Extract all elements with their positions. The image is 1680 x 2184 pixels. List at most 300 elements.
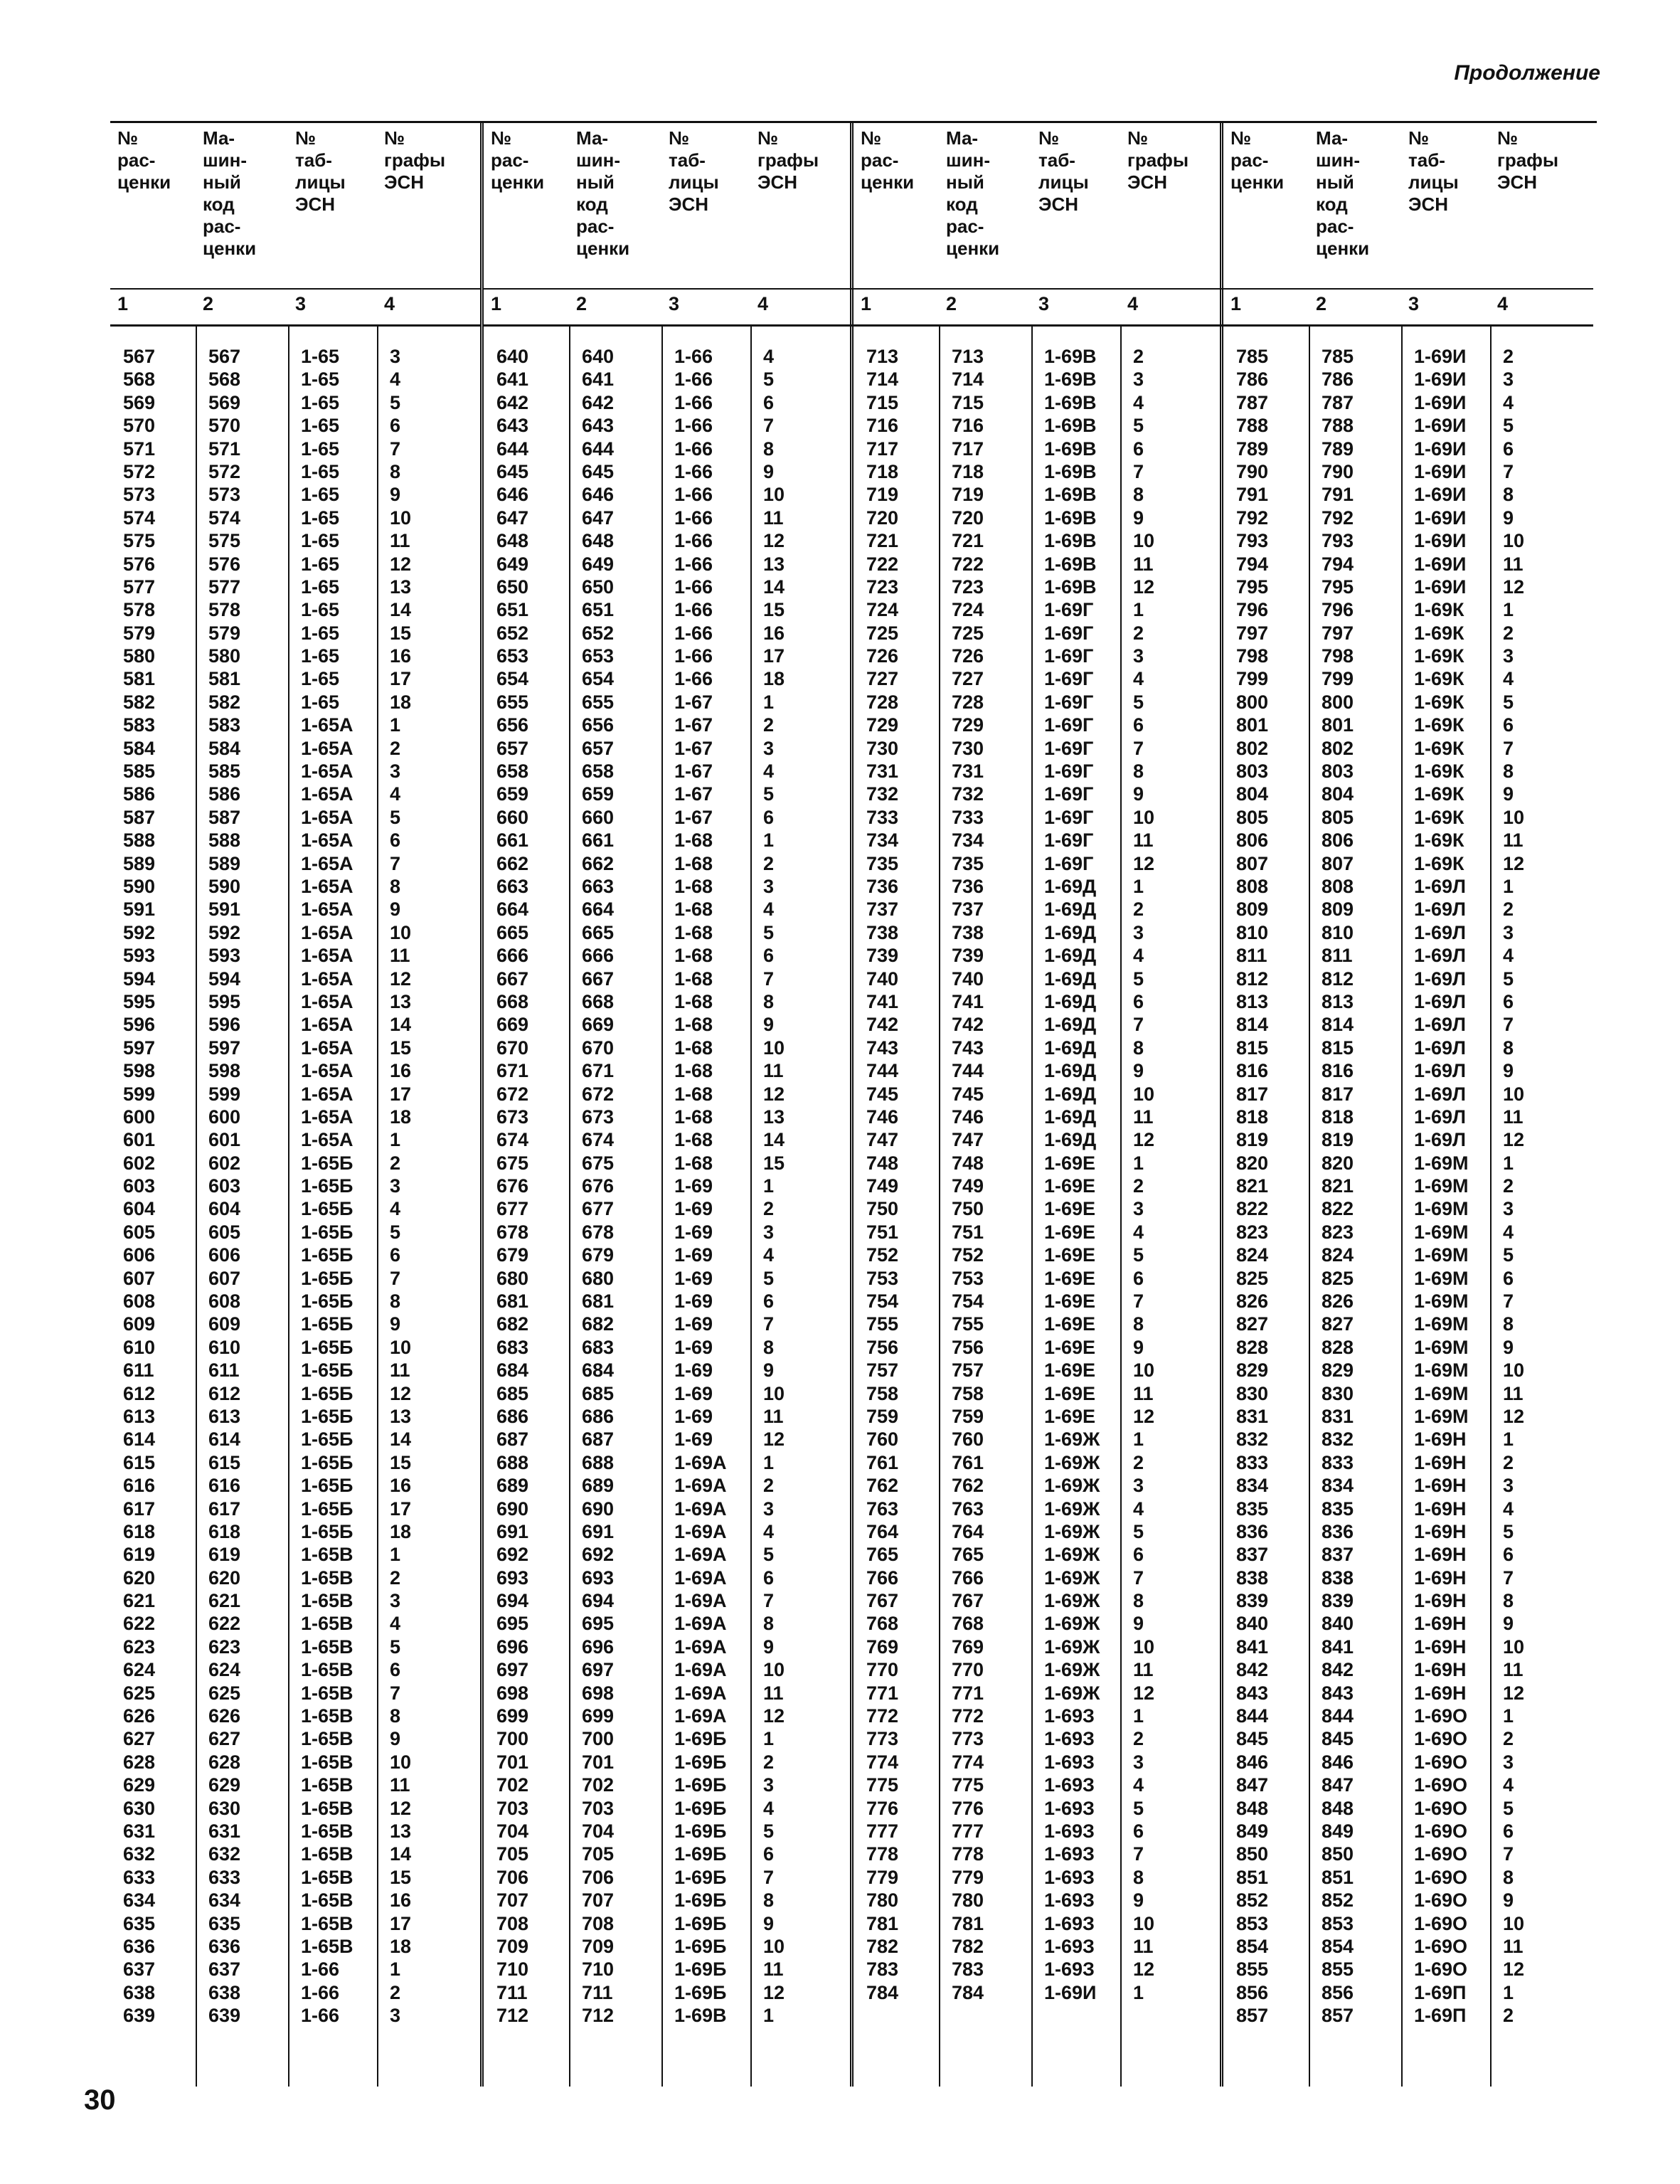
table-cell: 720 [952,507,984,529]
table-cell: 779 [866,1866,899,1888]
table-cell: 8 [390,1705,401,1727]
table-cell: 2 [1503,1175,1514,1197]
table-cell: 721 [952,530,984,552]
table-cell: 4 [1133,391,1144,413]
table-cell: 5 [1503,968,1514,990]
table-cell: 1-68 [674,1060,713,1082]
table-cell: 794 [1236,553,1269,575]
table-row [484,1567,854,1589]
table-row [1223,622,1593,645]
table-cell: 696 [496,1636,529,1658]
table-cell: 1-69Б [674,1981,727,2003]
table-cell: 1-68 [674,1106,713,1128]
table-cell: 682 [582,1313,615,1335]
table-row [1223,1244,1593,1266]
table-cell: 1-67 [674,760,713,783]
table-cell: 5 [1503,691,1514,713]
table-row [854,391,1223,414]
table-cell: 845 [1236,1728,1269,1750]
table-cell: 1-69И [1044,1981,1097,2003]
table-cell: 1-65А [301,783,353,805]
table-row [110,1221,480,1244]
table-cell: 685 [582,1382,615,1404]
table-cell: 4 [1133,1774,1144,1796]
column-header-2 [1309,123,1401,288]
table-cell: 1-69А [674,1451,727,1473]
table-row [854,1359,1223,1382]
table-row [854,691,1223,714]
table-row [1223,414,1593,437]
table-cell: 588 [123,829,156,852]
table-cell: 1-65 [301,438,340,460]
table-cell: 840 [1322,1613,1354,1635]
table-cell: 680 [582,1267,615,1289]
table-row [484,1083,854,1106]
table-cell: 1-66 [301,1981,340,2003]
table-cell: 635 [123,1912,156,1934]
continuation-label: Продолжение [1454,61,1600,85]
table-cell: 594 [208,968,241,990]
table-cell: 825 [1236,1267,1269,1289]
table-cell: 1-69И [1414,369,1467,391]
table-row [854,1866,1223,1889]
table-row [1223,1013,1593,1036]
table-cell: 804 [1322,783,1354,805]
table-cell: 5 [1133,415,1144,437]
table-cell: 8 [1503,1866,1514,1888]
table-cell: 636 [208,1935,241,1957]
table-cell: 1-69Б [674,1774,727,1796]
table-row [110,368,480,391]
table-cell: 11 [1133,829,1154,852]
table-cell: 3 [390,1590,401,1612]
table-cell: 767 [952,1590,984,1612]
table-row [854,1797,1223,1820]
table-cell: 576 [123,553,156,575]
table-cell: 14 [390,1428,412,1451]
table-cell: 590 [208,875,241,897]
table-cell: 744 [866,1060,899,1082]
table-cell: 10 [390,1336,412,1358]
table-cell: 732 [952,783,984,805]
table-cell: 1 [763,2005,775,2027]
table-cell: 1-69М [1414,1382,1469,1404]
table-cell: 1-68 [674,945,713,967]
table-row [484,1797,854,1820]
table-cell: 1-69 [674,1382,713,1404]
table-cell: 2 [763,1751,775,1773]
table-row [854,944,1223,967]
column-header-line: рас- [491,149,529,171]
table-cell: 1-65 [301,460,340,482]
table-cell: 616 [208,1475,241,1497]
table-row [484,576,854,598]
table-cell: 761 [952,1451,984,1473]
table-cell: 1-69К [1414,737,1464,759]
table-cell: 666 [582,945,615,967]
table-cell: 6 [1133,990,1144,1012]
table-row [854,829,1223,852]
table-cell: 600 [208,1106,241,1128]
table-cell: 691 [496,1520,529,1542]
table-cell: 754 [866,1290,899,1313]
table-row [484,898,854,921]
column-number-4: 4 [1497,293,1509,314]
table-row [110,875,480,898]
table-cell: 692 [496,1544,529,1566]
table-cell: 580 [208,645,241,667]
table-row [484,1889,854,1912]
table-cell: 1 [1503,1981,1514,2003]
table-cell: 1 [390,1129,401,1151]
table-cell: 789 [1236,438,1269,460]
column-number-2: 2 [576,293,588,314]
table-row [484,1405,854,1428]
table-row [854,1751,1223,1774]
table-row [1223,368,1593,391]
table-row [110,576,480,598]
table-row [110,1336,480,1359]
table-cell: 772 [952,1705,984,1727]
table-cell: 789 [1322,438,1354,460]
table-cell: 1 [1133,1981,1144,2003]
table-cell: 3 [1503,369,1514,391]
column-header-line: № [117,127,138,149]
table-cell: 775 [866,1774,899,1796]
table-cell: 742 [952,1014,984,1036]
table-cell: 833 [1322,1451,1354,1473]
table-cell: 828 [1322,1336,1354,1358]
table-cell: 765 [952,1544,984,1566]
table-row [854,1128,1223,1151]
table-row [854,1682,1223,1705]
numbers-divider [1223,324,1593,327]
table-row [484,1013,854,1036]
table-cell: 4 [763,1520,775,1542]
table-row [110,1267,480,1290]
table-cell: 1-69И [1414,346,1467,367]
table-cell: 580 [123,645,156,667]
table-cell: 1-69Д [1044,898,1097,921]
table-block-4 [1220,123,1593,2087]
table-cell: 778 [866,1843,899,1865]
table-cell: 11 [1133,553,1154,575]
table-cell: 11 [1133,1382,1154,1404]
table-cell: 600 [123,1106,156,1128]
table-cell: 697 [496,1659,529,1681]
table-cell: 837 [1236,1544,1269,1566]
table-row [484,529,854,552]
table-row [484,1751,854,1774]
column-header-line: лицы [669,171,719,193]
table-cell: 649 [582,553,615,575]
table-cell: 1-65В [301,1544,353,1566]
table-cell: 674 [496,1129,529,1151]
table-cell: 787 [1322,391,1354,413]
table-cell: 823 [1322,1221,1354,1243]
column-header-line: код [1316,194,1348,215]
table-row [854,1451,1223,1474]
table-cell: 725 [952,622,984,644]
table-row [1223,1197,1593,1220]
table-cell: 3 [390,760,401,783]
table-cell: 640 [496,346,529,367]
table-row [484,460,854,483]
table-cell: 1-66 [674,507,713,529]
table-cell: 10 [1503,1636,1525,1658]
column-header-1 [110,123,196,288]
column-header-line: ный [203,171,241,193]
table-cell: 1-65Б [301,1405,353,1427]
table-row [484,1336,854,1359]
table-cell: 1-66 [674,415,713,437]
table-row [110,507,480,529]
column-header-4 [750,123,854,288]
table-cell: 5 [1133,1797,1144,1819]
table-row [1223,1059,1593,1082]
table-cell: 1-69М [1414,1175,1469,1197]
table-cell: 10 [1133,1912,1155,1934]
column-header-line: № [1038,127,1059,149]
table-cell: 8 [1503,760,1514,783]
table-row [110,1658,480,1681]
table-cell: 593 [123,945,156,967]
table-cell: 689 [496,1475,529,1497]
table-row [854,1543,1223,1566]
table-cell: 587 [208,806,241,828]
table-cell: 1-65Б [301,1497,353,1520]
table-cell: 1-65А [301,945,353,967]
table-cell: 4 [1503,1221,1514,1243]
table-cell: 1-65Б [301,1382,353,1404]
table-cell: 698 [496,1682,529,1704]
table-row [1223,1612,1593,1635]
table-cell: 851 [1322,1866,1354,1888]
table-cell: 647 [582,507,615,529]
table-cell: 1-69Б [674,1866,727,1888]
table-cell: 10 [1503,530,1525,552]
table-cell: 1-69А [674,1636,727,1658]
table-cell: 827 [1236,1313,1269,1335]
table-cell: 10 [763,1037,785,1059]
table-cell: 1-69К [1414,645,1464,667]
table-cell: 835 [1236,1497,1269,1520]
table-cell: 11 [1503,1382,1524,1404]
table-cell: 1-65 [301,691,340,713]
table-cell: 2 [390,1981,401,2003]
table-cell: 792 [1236,507,1269,529]
table-cell: 3 [390,1175,401,1197]
table-cell: 822 [1322,1198,1354,1220]
numbers-divider [110,324,480,327]
table-cell: 1-65В [301,1659,353,1681]
table-row [854,1290,1223,1313]
table-row [1223,1705,1593,1727]
table-cell: 1 [1133,1152,1144,1174]
table-cell: 4 [763,1244,775,1266]
table-cell: 583 [208,714,241,736]
column-header-line: № [757,127,778,149]
table-row [110,1313,480,1335]
table-cell: 764 [866,1520,899,1542]
table-cell: 6 [763,1567,775,1589]
table-row [484,483,854,506]
table-cell: 1-69О [1414,1912,1468,1934]
table-row [110,1037,480,1059]
table-cell: 3 [1503,1198,1514,1220]
table-cell: 3 [1133,921,1144,943]
table-cell: 640 [582,346,615,367]
table-cell: 575 [208,530,241,552]
table-cell: 1-69Б [674,1797,727,1819]
table-row [1223,1497,1593,1520]
table-cell: 1-66 [674,599,713,621]
table-cell: 1-69О [1414,1935,1468,1957]
table-cell: 820 [1322,1152,1354,1174]
table-row [1223,1981,1593,2004]
table-row [110,1797,480,1820]
table-cell: 706 [496,1866,529,1888]
table-row [110,1128,480,1151]
table-cell: 7 [390,852,401,874]
table-row [1223,345,1593,368]
column-header-line: Ма- [203,127,235,149]
table-cell: 847 [1322,1774,1354,1796]
table-cell: 9 [1503,783,1514,805]
table-cell: 1 [1133,875,1144,897]
table-cell: 5 [1503,1244,1514,1266]
table-cell: 672 [496,1083,529,1105]
table-cell: 832 [1322,1428,1354,1451]
table-cell: 653 [496,645,529,667]
table-cell: 2 [390,1152,401,1174]
table-cell: 10 [1503,1912,1525,1934]
table-cell: 854 [1236,1935,1269,1957]
table-cell: 5 [390,1221,401,1243]
table-cell: 1-69 [674,1198,713,1220]
table-cell: 2 [1133,622,1144,644]
table-row [110,852,480,875]
table-cell: 671 [582,1060,615,1082]
table-cell: 11 [1133,1106,1154,1128]
table-cell: 753 [866,1267,899,1289]
table-cell: 8 [1503,1313,1514,1335]
table-row [484,944,854,967]
table-cell: 678 [496,1221,529,1243]
column-header-line: № [384,127,405,149]
table-row [484,1290,854,1313]
table-cell: 731 [866,760,899,783]
table-cell: 751 [952,1221,984,1243]
table-cell: 597 [123,1037,156,1059]
table-cell: 12 [763,530,785,552]
table-cell: 710 [496,1958,529,1981]
table-cell: 683 [496,1336,529,1358]
table-cell: 1-69Г [1044,806,1094,828]
table-cell: 7 [763,1866,775,1888]
table-cell: 8 [1133,1313,1144,1335]
table-cell: 614 [208,1428,241,1451]
table-cell: 1-69Е [1044,1359,1096,1382]
table-row [484,1958,854,1981]
table-cell: 835 [1322,1497,1354,1520]
table-cell: 595 [208,990,241,1012]
table-cell: 1-69 [674,1290,713,1313]
table-cell: 743 [952,1037,984,1059]
table-cell: 627 [123,1728,156,1750]
table-cell: 7 [1133,1843,1144,1865]
table-cell: 711 [496,1981,528,2003]
table-cell: 1-65А [301,852,353,874]
table-cell: 808 [1322,875,1354,897]
table-row [484,1658,854,1681]
table-cell: 1-69Е [1044,1267,1096,1289]
table-cell: 647 [496,507,529,529]
table-cell: 1 [390,714,401,736]
table-cell: 752 [952,1244,984,1266]
table-cell: 787 [1236,391,1269,413]
column-header-line: ценки [946,238,1000,259]
column-header-line: ЭСН [1127,171,1168,193]
table-cell: 716 [952,415,984,437]
table-row [1223,852,1593,875]
table-cell: 9 [763,1359,775,1382]
table-cell: 724 [952,599,984,621]
table-cell: 629 [208,1774,241,1796]
table-row [484,875,854,898]
table-cell: 748 [952,1152,984,1174]
table-cell: 623 [208,1636,241,1658]
table-row [1223,667,1593,690]
table-row [854,1705,1223,1727]
page-number: 30 [84,2084,116,2116]
table-cell: 1-69Б [674,1751,727,1773]
table-cell: 666 [496,945,529,967]
table-cell: 586 [123,783,156,805]
table-cell: 615 [208,1451,241,1473]
table-cell: 1-69А [674,1590,727,1612]
table-cell: 6 [763,391,775,413]
table-cell: 7 [1503,737,1514,759]
table-row [110,1359,480,1382]
column-number-2: 2 [1316,293,1327,314]
table-cell: 856 [1236,1981,1269,2003]
table-cell: 598 [208,1060,241,1082]
table-row [484,968,854,990]
table-cell: 6 [1133,438,1144,460]
table-cell: 6 [1503,438,1514,460]
table-cell: 768 [866,1613,899,1635]
table-cell: 1-65А [301,875,353,897]
table-cell: 1-66 [674,645,713,667]
table-cell: 723 [952,576,984,598]
table-cell: 571 [123,438,156,460]
table-cell: 844 [1322,1705,1354,1727]
column-header-3 [288,123,377,288]
table-cell: 1-65 [301,668,340,690]
table-cell: 668 [496,990,529,1012]
table-row [484,990,854,1013]
table-cell: 1-66 [674,438,713,460]
table-row [484,852,854,875]
table-cell: 846 [1322,1751,1354,1773]
table-row [484,806,854,829]
column-number-1: 1 [1230,293,1242,314]
table-cell: 619 [208,1544,241,1566]
table-cell: 1-69 [674,1175,713,1197]
column-header-1 [1223,123,1309,288]
table-cell: 755 [866,1313,899,1335]
